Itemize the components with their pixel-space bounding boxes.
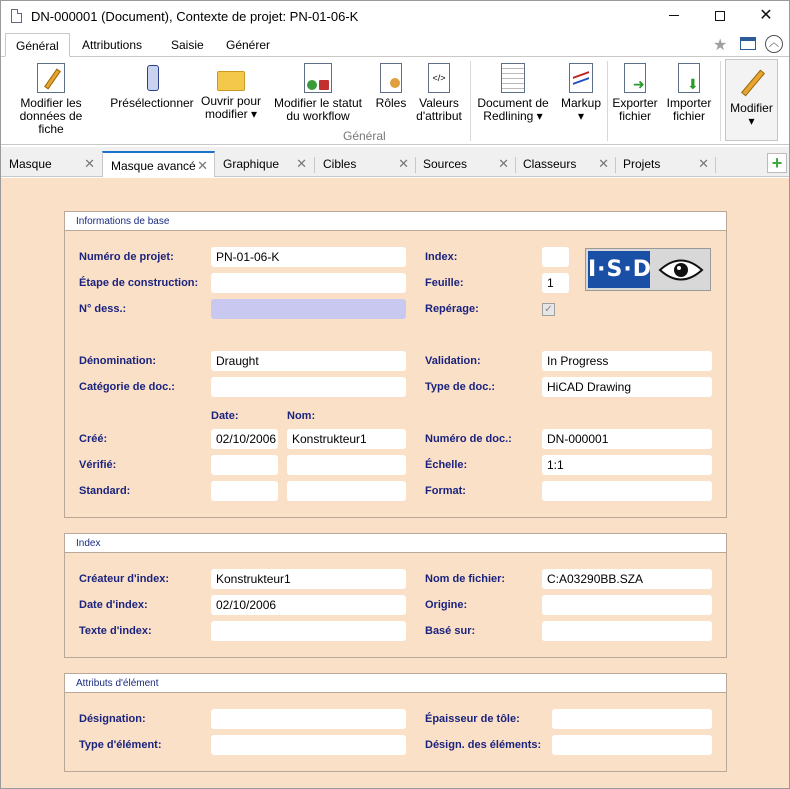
exporter-fichier-button[interactable] [609, 59, 661, 123]
label-date-column: Date: [211, 410, 239, 422]
field-base-sur[interactable] [542, 621, 712, 641]
field-index[interactable] [542, 247, 569, 267]
label-index: Index: [425, 251, 458, 263]
ribbon-separator [720, 61, 721, 141]
btn-label: Modifier les [20, 96, 82, 110]
field-numero-projet[interactable]: PN-01-06-K [211, 247, 406, 267]
ouvrir-modifier-button[interactable] [197, 59, 265, 121]
roles-icon [380, 63, 402, 93]
collapse-ribbon-icon[interactable]: ︿ [765, 35, 783, 53]
btn-label: Rôles [375, 96, 407, 110]
field-verifie-date[interactable] [211, 455, 278, 475]
label-etape: Étape de construction: [79, 277, 199, 289]
field-origine[interactable] [542, 595, 712, 615]
label-reperage: Repérage: [425, 303, 479, 315]
btn-label: Présélectionner [110, 96, 194, 110]
window-title: DN-000001 (Document), Contexte de projet: PN-01-06-K [31, 9, 359, 24]
ribbon-tab-general[interactable]: Général [5, 33, 70, 57]
tab-masque[interactable] [1, 151, 101, 177]
label-nom-column: Nom: [287, 410, 316, 422]
label-createur-index: Créateur d'index: [79, 573, 170, 585]
field-design-elements[interactable] [552, 735, 712, 755]
field-denomination[interactable]: Draught [211, 351, 406, 371]
field-createur-index[interactable]: Konstrukteur1 [211, 569, 406, 589]
workflow-status-icon [304, 63, 332, 93]
tab-classeurs[interactable] [515, 151, 615, 177]
ribbon-separator [470, 61, 471, 141]
isd-logo [585, 248, 711, 291]
btn-label: Modifier [730, 101, 773, 115]
tab-label: Classeurs [523, 157, 577, 171]
field-etape[interactable] [211, 273, 406, 293]
label-standard: Standard: [79, 485, 131, 497]
label-format: Format: [425, 485, 466, 497]
btn-label: données de fiche [19, 109, 83, 136]
btn-label: Modifier le statut [273, 96, 363, 110]
btn-label: d'attribut [416, 109, 462, 123]
ribbon-tab-saisie[interactable]: Saisie [171, 38, 204, 52]
ribbon-tab-bar [1, 33, 789, 57]
section-title: Informations de base [65, 212, 726, 231]
field-echelle[interactable]: 1:1 [542, 455, 712, 475]
field-texte-index[interactable] [211, 621, 406, 641]
btn-label: fichier [672, 109, 705, 123]
field-designation[interactable] [211, 709, 406, 729]
redlining-icon [501, 63, 525, 93]
ribbon-tab-attributions[interactable]: Attributions [82, 38, 143, 52]
field-cree-nom[interactable]: Konstrukteur1 [287, 429, 406, 449]
modifier-button[interactable] [725, 59, 778, 141]
tab-label: Graphique [223, 157, 280, 171]
btn-label: Redlining ▾ [483, 109, 543, 123]
close-button[interactable] [743, 1, 789, 33]
export-file-icon: ➜ [624, 63, 646, 93]
close-icon: ✕ [759, 7, 773, 24]
field-type-element[interactable] [211, 735, 406, 755]
minimize-button[interactable] [651, 1, 697, 33]
maximize-button[interactable] [697, 1, 743, 33]
close-tab-icon[interactable]: ✕ [398, 156, 409, 171]
checkbox-reperage[interactable]: ✓ [542, 303, 555, 316]
close-tab-icon[interactable]: ✕ [498, 156, 509, 171]
label-numero-projet: Numéro de projet: [79, 251, 174, 263]
label-nom-fichier: Nom de fichier: [425, 573, 506, 585]
label-type-doc: Type de doc.: [425, 381, 496, 393]
preselect-icon [138, 63, 166, 93]
tab-cibles[interactable] [315, 151, 415, 177]
tab-separator [715, 157, 716, 173]
close-tab-icon[interactable]: ✕ [296, 156, 307, 171]
ribbon [1, 56, 789, 145]
document-tab-bar [1, 147, 789, 177]
label-validation: Validation: [425, 355, 481, 367]
tab-projets[interactable] [615, 151, 715, 177]
label-numero-doc: Numéro de doc.: [425, 433, 512, 445]
section-title: Attributs d'élément [65, 674, 726, 693]
btn-label: ▾ [577, 109, 585, 123]
ribbon-group-label: Général [343, 129, 386, 143]
field-format[interactable] [542, 481, 712, 501]
label-base-sur: Basé sur: [425, 625, 476, 637]
maximize-icon [715, 11, 725, 21]
btn-label: Valeurs [419, 96, 459, 110]
btn-label: ▾ [748, 114, 755, 128]
btn-label: fichier [618, 109, 651, 123]
title-bar [1, 1, 789, 33]
field-numero-doc[interactable]: DN-000001 [542, 429, 712, 449]
btn-label: Exporter [612, 96, 658, 110]
label-echelle: Échelle: [425, 459, 468, 471]
label-type-element: Type d'élément: [79, 739, 162, 751]
import-file-icon: ⬇ [678, 63, 700, 93]
add-tab-icon[interactable]: + [767, 153, 787, 173]
ribbon-tab-generer[interactable]: Générer [226, 38, 271, 52]
field-date-index[interactable]: 02/10/2006 [211, 595, 406, 615]
label-design-elements: Désign. des éléments: [425, 739, 542, 751]
preselectionner-button[interactable] [109, 59, 195, 110]
btn-label: Importer [666, 96, 712, 110]
btn-label: Document de [477, 96, 549, 110]
valeurs-attribut-button[interactable] [411, 59, 467, 123]
close-tab-icon[interactable]: ✕ [598, 156, 609, 171]
field-verifie-nom[interactable] [287, 455, 406, 475]
document-icon [11, 9, 22, 23]
btn-label: du workflow [286, 109, 350, 123]
label-verifie: Vérifié: [79, 459, 117, 471]
field-nom-fichier[interactable]: C:A03290BB.SZA [542, 569, 712, 589]
close-tab-icon[interactable]: ✕ [84, 156, 95, 171]
section-title: Index [65, 534, 726, 553]
ribbon-separator [607, 61, 608, 141]
tab-label: Sources [423, 157, 468, 171]
close-tab-icon[interactable]: ✕ [698, 156, 709, 171]
field-standard-date[interactable] [211, 481, 278, 501]
label-epaisseur: Épaisseur de tôle: [425, 713, 520, 725]
window-layout-icon[interactable] [740, 37, 756, 50]
tab-graphique[interactable] [215, 151, 313, 177]
modifier-donnees-button[interactable] [9, 59, 93, 136]
tab-label: Cibles [323, 157, 357, 171]
label-denomination: Dénomination: [79, 355, 156, 367]
close-tab-icon[interactable]: ✕ [197, 158, 208, 173]
star-icon[interactable]: ★ [713, 37, 728, 54]
label-origine: Origine: [425, 599, 468, 611]
field-standard-nom[interactable] [287, 481, 406, 501]
eye-icon [658, 257, 704, 283]
field-type-doc[interactable]: HiCAD Drawing [542, 377, 712, 397]
field-feuille[interactable]: 1 [542, 273, 569, 293]
label-designation: Désignation: [79, 713, 146, 725]
tab-sources[interactable] [415, 151, 515, 177]
markup-button[interactable] [557, 59, 605, 123]
label-date-index: Date d'index: [79, 599, 148, 611]
label-n-dess: N° dess.: [79, 303, 127, 315]
btn-label: modifier ▾ [204, 107, 258, 121]
field-validation[interactable]: In Progress [542, 351, 712, 371]
logo-text: I·S·D [588, 251, 650, 288]
tab-masque-avance[interactable] [102, 151, 215, 177]
label-texte-index: Texte d'index: [79, 625, 152, 637]
markup-icon [569, 63, 593, 93]
label-feuille: Feuille: [425, 277, 464, 289]
tab-label: Projets [623, 157, 661, 171]
label-cree: Créé: [79, 433, 108, 445]
field-categorie[interactable] [211, 377, 406, 397]
attribute-values-icon: </> [428, 63, 450, 93]
edit-form-icon [37, 63, 65, 93]
btn-label: Markup [560, 96, 601, 110]
roles-button[interactable] [371, 59, 411, 110]
redlining-button[interactable] [473, 59, 553, 123]
tab-label: Masque avancé [111, 159, 196, 173]
label-categorie: Catégorie de doc.: [79, 381, 175, 393]
field-cree-date[interactable]: 02/10/2006 [211, 429, 278, 449]
tab-label: Masque [9, 157, 52, 171]
field-n-dess[interactable] [211, 299, 406, 319]
modifier-statut-button[interactable] [269, 59, 367, 123]
minimize-icon [669, 15, 679, 16]
pencil-icon [738, 68, 766, 98]
importer-fichier-button[interactable] [663, 59, 715, 123]
field-epaisseur[interactable] [552, 709, 712, 729]
folder-icon [217, 71, 245, 91]
btn-label: Ouvrir pour [200, 94, 262, 108]
